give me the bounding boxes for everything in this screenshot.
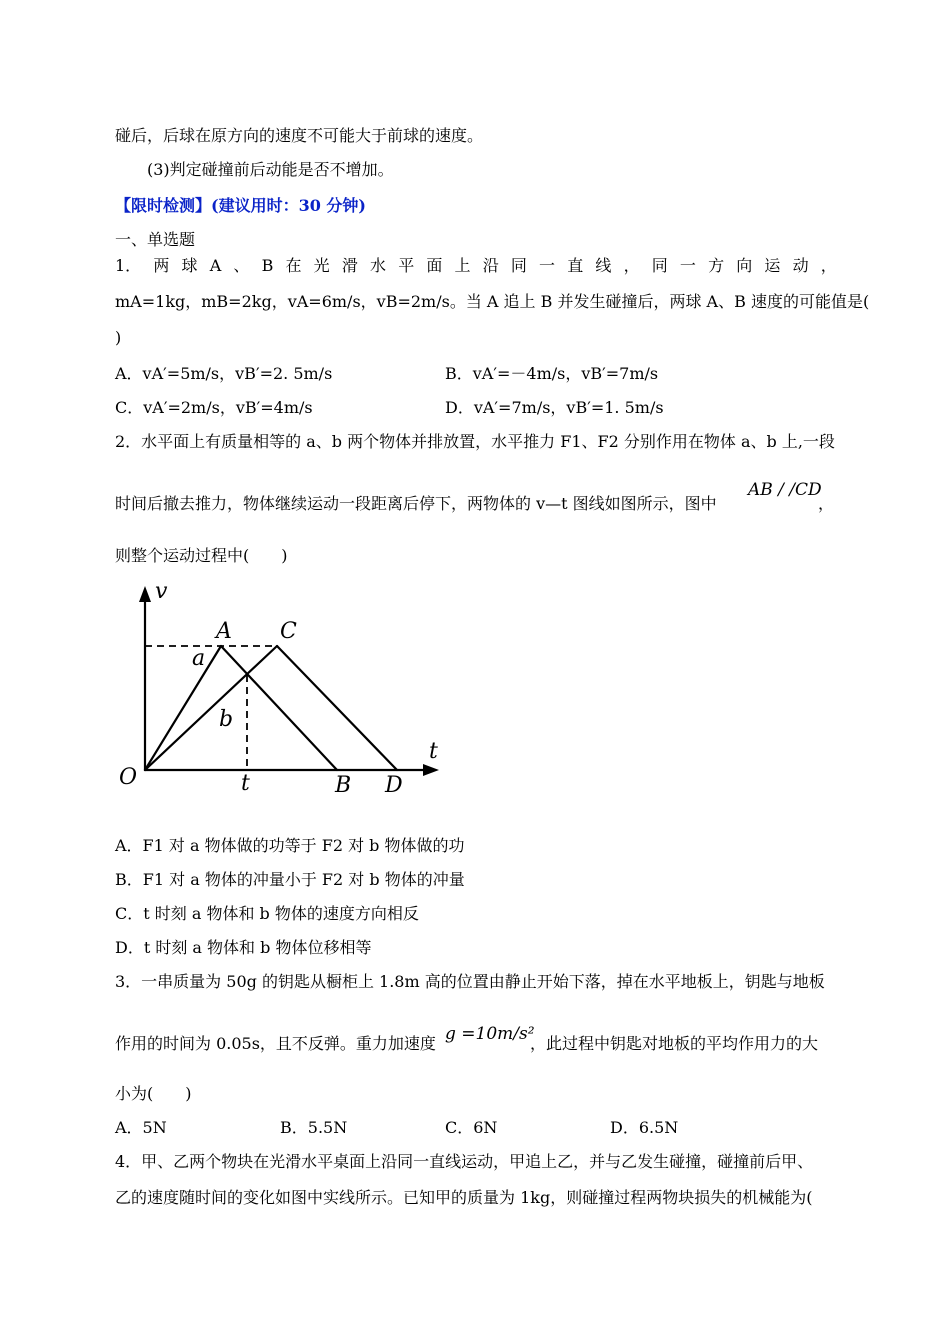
t-axis-arrow [423, 764, 439, 776]
q3-stem-line-3: 小为( ) [115, 1084, 192, 1103]
q1-stem-char: ， [820, 256, 837, 275]
label-d-point: D [385, 773, 403, 798]
q1-stem-char: B [261, 256, 274, 275]
q1-stem-char: ， [623, 256, 640, 275]
label-v: v [155, 579, 168, 604]
q3-stem-line-1: 3．一串质量为 50g 的钥匙从橱柜上 1.8m 高的位置由静止开始下落，掉在水平地板上，钥匙与地板 [115, 972, 825, 991]
q1-stem-line-1 [115, 256, 837, 276]
q1-stem-char: 同 [651, 256, 668, 275]
q3-option-c[interactable]: C．6N [445, 1118, 498, 1137]
v-axis-arrow [139, 586, 151, 602]
q4-stem-line-1: 4．甲、乙两个物块在光滑水平桌面上沿同一直线运动，甲追上乙，并与乙发生碰撞，碰撞前后甲、 [115, 1152, 814, 1171]
q1-stem-char: 光 [313, 256, 330, 275]
label-line-b: b [219, 707, 234, 732]
section-type: 一、单选题 [115, 230, 196, 249]
q1-option-c[interactable]: C．vA′=2m/s，vB′=4m/s [115, 398, 313, 417]
q3-option-b[interactable]: B．5.5N [280, 1118, 348, 1137]
label-o: O [119, 765, 138, 790]
q3-formula-g: g =10m/s² [445, 1024, 535, 1044]
q1-stem-char: 水 [370, 256, 387, 275]
label-b-point: B [335, 773, 352, 798]
q2-stem-line-2 [115, 494, 717, 514]
label-c-point: C [280, 619, 297, 644]
q3-option-a[interactable]: A．5N [115, 1118, 167, 1137]
q2-formula-ab-parallel-cd: AB / /CD [748, 480, 822, 500]
q1-stem-char: 一 [539, 256, 556, 275]
q2-option-a[interactable]: A．F1 对 a 物体做的功等于 F2 对 b 物体做的功 [115, 836, 465, 855]
q1-option-d[interactable]: D．vA′=7m/s，vB′=1. 5m/s [445, 398, 664, 417]
q2-stem-line-2-text: 时间后撤去推力，物体继续运动一段距离后停下，两物体的 v—t 图线如图所示，图中 [115, 494, 717, 513]
line-cd [277, 646, 397, 770]
q1-stem-char: 线 [595, 256, 612, 275]
section-title: 【限时检测】(建议用时：30 分钟) [115, 196, 366, 215]
q2-formula-comma: ， [818, 494, 835, 513]
q1-stem-char: 1． [115, 256, 142, 275]
label-line-a: a [192, 646, 206, 671]
q3-stem-line-2a: 作用的时间为 0.05s，且不反弹。重力加速度 [115, 1034, 436, 1053]
label-t-mark: t [241, 771, 250, 796]
q1-stem-char: 滑 [341, 256, 358, 275]
q1-stem-char: 面 [426, 256, 443, 275]
label-a-point: A [216, 619, 232, 644]
q2-vt-graph [115, 578, 445, 803]
line-ab [221, 646, 337, 770]
q1-stem-line-3: ) [115, 328, 122, 347]
q2-option-d[interactable]: D．t 时刻 a 物体和 b 物体位移相等 [115, 938, 372, 957]
q1-stem-char: A [209, 256, 222, 275]
q1-stem-char: 向 [736, 256, 753, 275]
q3-stem-line-2b: ，此过程中钥匙对地板的平均作用力的大 [530, 1034, 819, 1053]
q1-stem-char: 、 [233, 256, 250, 275]
intro-line-1: 碰后，后球在原方向的速度不可能大于前球的速度。 [115, 126, 484, 145]
q1-stem-char: 一 [679, 256, 696, 275]
q1-stem-char: 同 [510, 256, 527, 275]
intro-line-2: (3)判定碰撞前后动能是否不增加。 [147, 160, 394, 179]
q1-stem-char: 球 [181, 256, 198, 275]
q1-option-b[interactable]: B．vA′=－4m/s，vB′=7m/s [445, 364, 659, 383]
q1-stem-char: 沿 [482, 256, 499, 275]
q1-stem-line-2: mA=1kg，mB=2kg，vA=6m/s，vB=2m/s。当 A 追上 B 并发生碰撞后，两球 A、B 速度的可能值是( [115, 292, 870, 311]
q2-option-c[interactable]: C．t 时刻 a 物体和 b 物体的速度方向相反 [115, 904, 419, 923]
q1-stem-char: 两 [153, 256, 170, 275]
q2-option-b[interactable]: B．F1 对 a 物体的冲量小于 F2 对 b 物体的冲量 [115, 870, 465, 889]
q1-stem-char: 直 [567, 256, 584, 275]
q1-stem-char: 动 [792, 256, 809, 275]
q1-stem-char: 在 [285, 256, 302, 275]
line-oc [145, 646, 277, 770]
q1-stem-char: 上 [454, 256, 471, 275]
q1-stem-char: 方 [708, 256, 725, 275]
q3-option-d[interactable]: D．6.5N [610, 1118, 679, 1137]
q2-stem-line-3: 则整个运动过程中( ) [115, 546, 288, 565]
q1-stem-char: 运 [764, 256, 781, 275]
q1-stem-char: 平 [398, 256, 415, 275]
label-t-axis: t [429, 739, 438, 764]
q4-stem-line-2: 乙的速度随时间的变化如图中实线所示。已知甲的质量为 1kg，则碰撞过程两物块损失的机械能为( [115, 1188, 813, 1207]
q2-stem-line-1: 2．水平面上有质量相等的 a、b 两个物体并排放置，水平推力 F1、F2 分别作用在物体 a、b 上,一段 [115, 432, 835, 451]
q1-option-a[interactable]: A．vA′=5m/s，vB′=2. 5m/s [115, 364, 333, 383]
